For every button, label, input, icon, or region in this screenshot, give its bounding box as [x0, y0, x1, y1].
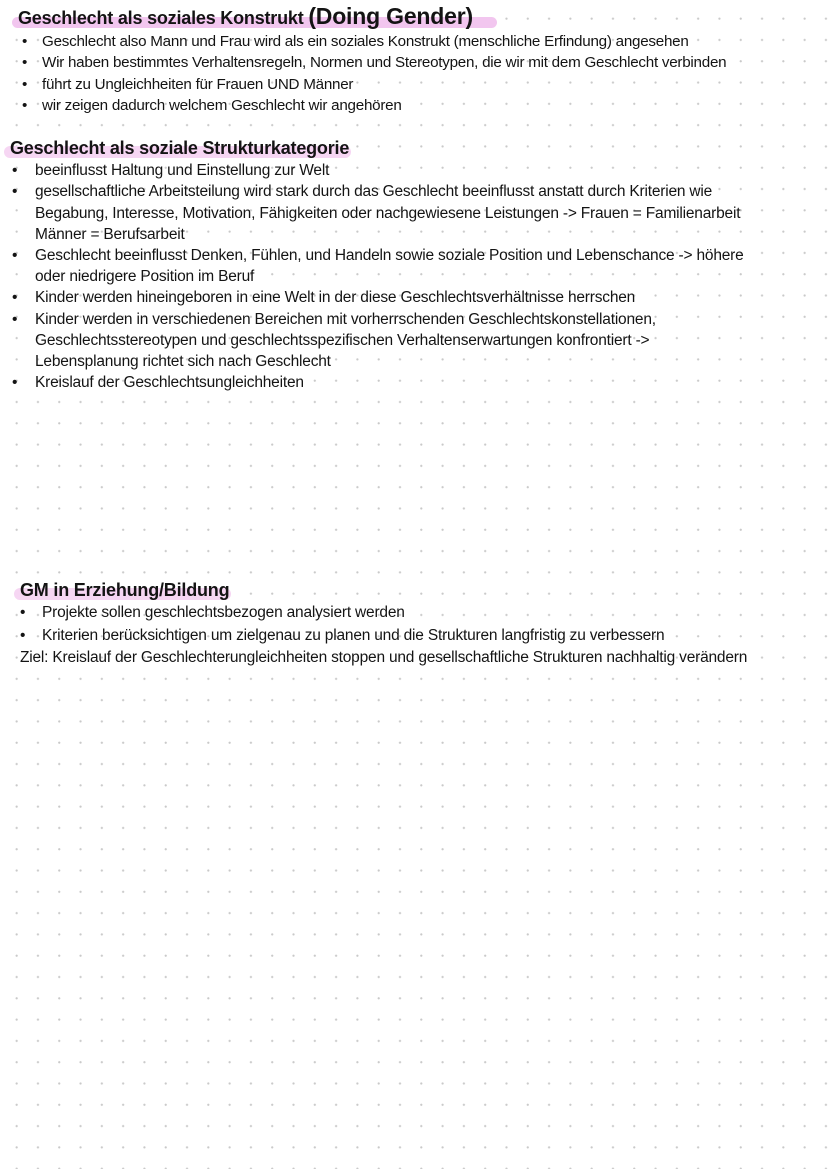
list-item: • Kreislauf der Geschlechtsungleichheiten	[12, 372, 750, 393]
list-item: • wir zeigen dadurch welchem Geschlecht wir angehören	[22, 95, 823, 116]
heading-text: GM in Erziehung/Bildung	[20, 580, 230, 600]
section-heading	[10, 138, 349, 159]
list-item: • führt zu Ungleichheiten für Frauen UND Männer	[22, 74, 823, 95]
list-item: • Geschlecht beeinflusst Denken, Fühlen, und Handeln sowie soziale Position und Lebenschance -> höhere oder niedrigere Position im Beruf	[12, 245, 750, 287]
list-item: • gesellschaftliche Arbeitsteilung wird stark durch das Geschlecht beeinflusst anstatt durch Kriterien wie Begabung, Interesse, Motivation, Fähigkeiten oder nachgewiesene Leistungen -> Frauen = Familienarbeit Männer = Berufsarbeit	[12, 181, 750, 245]
list-item: • Kinder werden hineingeboren in eine Welt in der diese Geschlechtsverhältnisse herrschen	[12, 287, 750, 308]
heading-text-large: (Doing Gender)	[308, 3, 473, 29]
heading-text: Geschlecht als soziale Strukturkategorie	[10, 138, 350, 158]
goal-text: Ziel: Kreislauf der Geschlechterungleichheiten stoppen und gesellschaftliche Strukturen nachhaltig verändern	[20, 649, 748, 667]
heading-text: Geschlecht als soziales Konstrukt	[18, 8, 304, 28]
section-strukturkategorie	[10, 138, 750, 393]
list-item: • Wir haben bestimmtes Verhaltensregeln, Normen und Stereotypen, die wir mit dem Geschlecht verbinden	[22, 52, 823, 73]
section-heading	[18, 3, 473, 29]
list-item: • Kriterien berücksichtigen um zielgenau zu planen und die Strukturen langfristig zu verbessern	[20, 625, 750, 648]
list-item: • beeinflusst Haltung und Einstellung zur Welt	[12, 160, 750, 181]
list-item: • Kinder werden in verschiedenen Bereichen mit vorherrschenden Geschlechtskonstellationen, Geschlechtsstereotypen und geschlechtsspezifischen Verhaltenserwartungen konfrontiert -> Lebensplanung richtet sich nach Geschlecht	[12, 309, 750, 373]
section-gm-erziehung	[20, 580, 750, 669]
list-item: • Projekte sollen geschlechtsbezogen analysiert werden	[20, 602, 750, 625]
section-heading	[20, 580, 229, 601]
list-item: • Geschlecht also Mann und Frau wird als ein soziales Konstrukt (menschliche Erfindung) angesehen	[22, 31, 823, 52]
section-doing-gender	[18, 3, 823, 116]
